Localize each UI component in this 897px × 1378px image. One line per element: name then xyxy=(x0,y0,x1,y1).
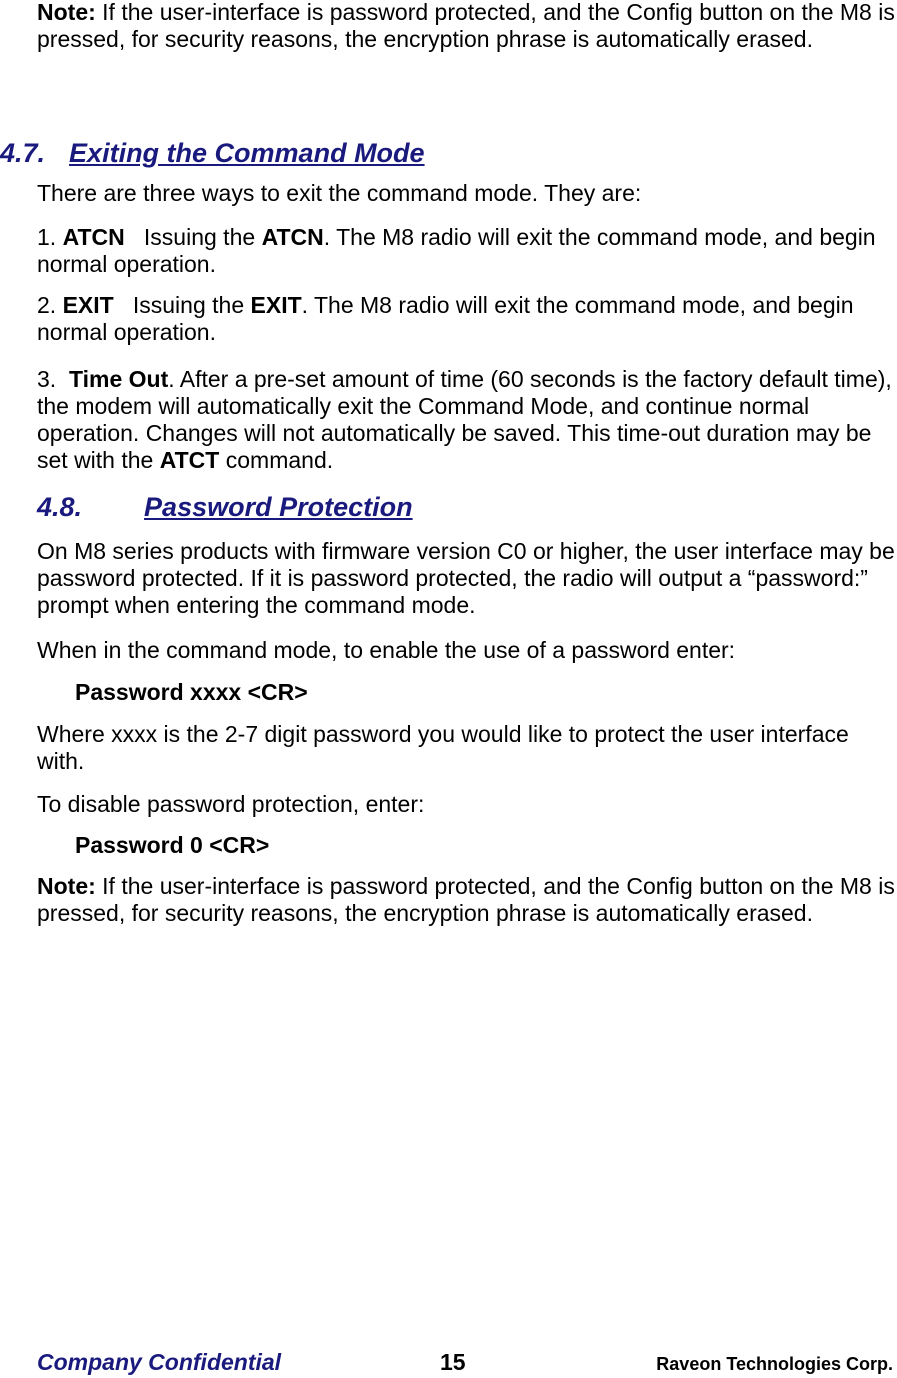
section-4-7-heading xyxy=(0,137,425,169)
note-label: Note: xyxy=(37,873,96,899)
section-title: Password Protection xyxy=(144,492,413,522)
list-item-exit: 2. EXIT Issuing the EXIT. The M8 radio will exit the command mode, and begin normal operation. xyxy=(37,292,854,345)
password-paragraph-4: To disable password protection, enter: xyxy=(37,791,425,817)
command-enable-password: Password xxxx <CR> xyxy=(75,679,308,705)
note-bottom: Note: If the user-interface is password protected, and the Config button on the M8 is pressed, for security reasons, the encryption phrase is automatically erased. xyxy=(37,873,895,926)
list-item-timeout: 3. Time Out. After a pre-set amount of time (60 seconds is the factory default time), the modem will automatically exit the Command Mode, and continue normal operation. Changes will not automatically be saved. This time-out duration may be set with the ATCT command. xyxy=(37,366,892,473)
password-paragraph-1: On M8 series products with firmware version C0 or higher, the user interface may be password protected. If it is password protected, the radio will output a “password:” prompt when entering the command mode. xyxy=(37,538,895,618)
command-disable-password: Password 0 <CR> xyxy=(75,832,270,858)
section-4-8-heading xyxy=(37,491,413,523)
password-paragraph-3: Where xxxx is the 2-7 digit password you would like to protect the user interface with. xyxy=(37,721,849,774)
page-footer xyxy=(37,1349,895,1377)
footer-company: Raveon Technologies Corp. xyxy=(656,1354,893,1374)
section-4-7-intro: There are three ways to exit the command mode. They are: xyxy=(37,180,642,206)
list-item-atcn: 1. ATCN Issuing the ATCN. The M8 radio will exit the command mode, and begin normal operation. xyxy=(37,224,876,277)
page-number: 15 xyxy=(440,1349,466,1375)
note-top: Note: If the user-interface is password protected, and the Config button on the M8 is pressed, for security reasons, the encryption phrase is automatically erased. xyxy=(37,0,895,52)
section-number: 4.8. xyxy=(37,492,83,522)
password-paragraph-2: When in the command mode, to enable the use of a password enter: xyxy=(37,637,736,663)
footer-confidential: Company Confidential xyxy=(37,1349,282,1375)
section-title: Exiting the Command Mode xyxy=(69,138,425,168)
section-number: 4.7. xyxy=(0,138,46,168)
note-label: Note: xyxy=(37,0,96,25)
